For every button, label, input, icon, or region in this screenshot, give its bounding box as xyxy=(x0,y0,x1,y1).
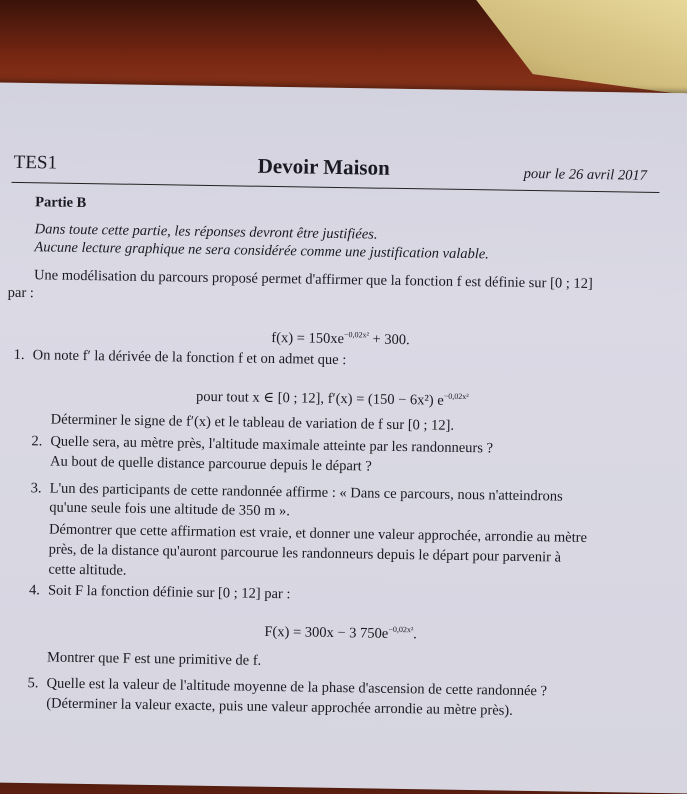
question-text: L'un des participants de cette randonnée affirme : « Dans ce parcours, nous n'atteindrons xyxy=(49,480,563,505)
instruction-line: Aucune lecture graphique ne sera considérée comme une justification valable. xyxy=(34,239,489,263)
question-text: On note f′ la dérivée de la fonction f et on admet que : xyxy=(32,347,347,369)
question-text: Soit F la fonction définie sur [0 ; 12] par : xyxy=(47,582,291,603)
question-text: Déterminer le signe de f′(x) et le tableau de variation de f sur [0 ; 12]. xyxy=(50,411,455,434)
question-text: près, de la distance qu'auront parcourue les randonneurs depuis le départ pour parvenir à xyxy=(48,541,562,566)
class-label: TES1 xyxy=(13,151,58,174)
instruction-line: Dans toute cette partie, les réponses devront être justifiées. xyxy=(34,221,378,243)
question-number: 1. xyxy=(13,346,25,364)
due-date: pour le 26 avril 2017 xyxy=(523,165,648,184)
question-text: cette altitude. xyxy=(48,561,127,579)
question-text: Quelle sera, au mètre près, l'altitude maximale atteinte par les randonneurs ? xyxy=(50,433,494,457)
formula-f: $f(x) = 150xe^{-0,02x^2} + 300$. xyxy=(271,329,410,349)
question-number: 5. xyxy=(27,675,39,692)
question-number: 3. xyxy=(30,480,42,497)
question-text: Montrer que F est une primitive de f. xyxy=(46,649,262,669)
formula-fprime: pour tout x ∈ [0 ; 12], f′(x) = (150 − 6x²) $e^{-0,02x^2}$ xyxy=(195,388,469,409)
document-content xyxy=(0,146,687,757)
question-number: 2. xyxy=(31,433,43,450)
question-text: qu'une seule fois une altitude de 350 m ». xyxy=(49,499,291,520)
part-title: Partie B xyxy=(35,194,87,212)
formula-F: F(x) = 300x − 3 $750e^{-0,02x^2}$. xyxy=(264,623,417,643)
question-text: Quelle est la valeur de l'altitude moyenne de la phase d'ascension de cette randonnée ? xyxy=(46,675,548,700)
question-text: Au bout de quelle distance parcourue depuis le départ ? xyxy=(49,453,372,475)
intro-text-cont: par : xyxy=(7,284,35,302)
document-title: Devoir Maison xyxy=(257,153,390,180)
question-text: Démontrer que cette affirmation est vraie, et donner une valeur approchée, arrondie au mètre xyxy=(48,521,588,546)
intro-text: Une modélisation du parcours proposé permet d'affirmer que la fonction f est définie sur [0 ; 12] xyxy=(33,267,593,293)
question-text: (Déterminer la valeur exacte, puis une valeur approchée arrondie au mètre près). xyxy=(46,695,513,719)
question-number: 4. xyxy=(28,582,41,599)
